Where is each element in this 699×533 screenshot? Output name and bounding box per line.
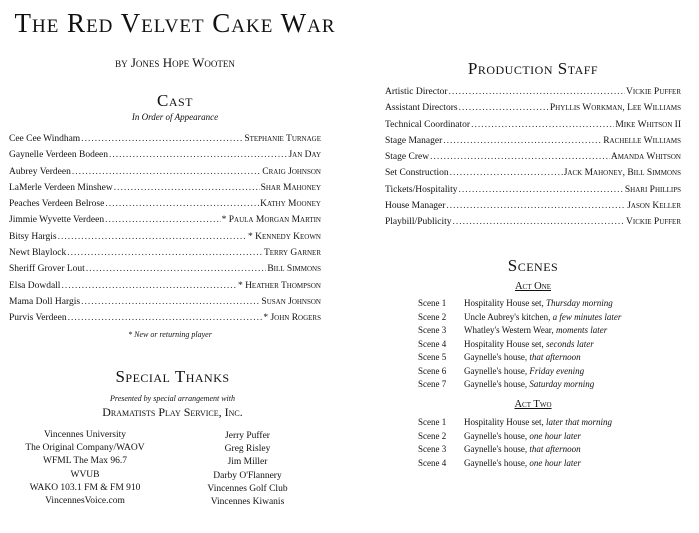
thanks-left-list <box>5 429 165 508</box>
scene-place: Gaynelle's house, <box>464 444 528 454</box>
scene-number: Scene 5 <box>418 352 447 362</box>
cast-row <box>9 212 321 228</box>
scene-number: Scene 6 <box>418 365 447 376</box>
scene-time: moments later <box>555 325 608 335</box>
scene-place: Uncle Aubrey's kitchen, <box>464 311 551 322</box>
cast-actor: Craig Johnson <box>262 166 321 177</box>
cast-actor: Shar Mahoney <box>260 182 321 193</box>
scene-place: Whatley's Western Wear, <box>464 325 554 335</box>
cast-heading: Cast <box>156 91 193 110</box>
scene-number: Scene 3 <box>418 444 447 454</box>
cast-list <box>9 131 321 327</box>
thanks-heading: Special Thanks <box>115 367 230 386</box>
cast-subheading: In Order of Appearance <box>131 112 219 122</box>
cast-actor: * Paula Morgan Martin <box>221 215 321 226</box>
staff-row <box>385 198 681 214</box>
cast-role: Newt Blaylock <box>9 248 67 259</box>
scene-item <box>418 338 688 352</box>
thanks-item: WFML The Max 96.7 <box>43 456 127 467</box>
scene-time: a few minutes later <box>552 311 622 322</box>
cast-row <box>9 164 321 180</box>
scene-item <box>418 457 688 471</box>
cast-row <box>9 180 321 196</box>
scene-time: later that morning <box>546 417 613 427</box>
scene-number: Scene 1 <box>418 298 447 308</box>
play-title: The Red Velvet Cake War <box>14 8 336 38</box>
scene-place: Hospitality House set, <box>464 417 544 427</box>
thanks-item: WAKO 103.1 FM & FM 910 <box>29 482 141 493</box>
staff-list <box>385 84 681 231</box>
staff-row <box>385 117 681 133</box>
thanks-item: Vincennes Golf Club <box>207 483 288 494</box>
act-one-label: Act One <box>514 281 552 292</box>
scene-time: that afternoon <box>529 352 581 362</box>
cast-note: * New or returning player <box>128 330 212 339</box>
scene-place: Hospitality House set, <box>464 338 544 349</box>
staff-name: Vickie Puffer <box>626 217 681 228</box>
scene-place: Gaynelle's house, <box>464 379 528 389</box>
scene-place: Gaynelle's house, <box>464 365 528 376</box>
scene-number: Scene 1 <box>418 417 447 427</box>
scene-item <box>418 324 688 338</box>
thanks-item: The Original Company/WAOV <box>25 443 145 454</box>
act-two-label: Act Two <box>514 399 552 410</box>
cast-role: Sheriff Grover Lout <box>9 264 85 275</box>
thanks-right-list <box>180 430 315 509</box>
cast-role: Elsa Dowdall <box>9 280 61 291</box>
scene-time: seconds later <box>546 338 594 349</box>
scene-time: one hour later <box>529 457 581 468</box>
scene-item <box>418 351 688 365</box>
cast-row <box>9 229 321 245</box>
cast-role: Mama Doll Hargis <box>9 296 81 307</box>
staff-name: Jack Mahoney, Bill Simmons <box>563 168 681 179</box>
cast-actor: * Heather Thompson <box>237 280 321 291</box>
staff-role: Playbill/Publicity <box>385 217 452 228</box>
cast-actor: Stephanie Turnage <box>244 134 321 144</box>
thanks-item: Vincennes University <box>43 430 126 440</box>
cast-actor: Kathy Mooney <box>260 199 321 210</box>
staff-row <box>385 100 681 116</box>
cast-row <box>9 245 321 261</box>
staff-role: Tickets/Hospitality <box>385 184 458 195</box>
staff-name: Shari Phillips <box>624 184 681 195</box>
cast-actor: * Kennedy Keown <box>248 231 321 242</box>
staff-name: Amanda Whitson <box>610 152 681 163</box>
scene-item <box>418 311 688 325</box>
scene-number: Scene 2 <box>418 311 447 322</box>
thanks-presented: Presented by special arrangement with <box>109 394 235 403</box>
cast-role: Cee Cee Windham <box>9 134 81 144</box>
scene-time: Saturday morning <box>529 379 595 389</box>
cast-row <box>9 196 321 212</box>
staff-name: Rachelle Williams <box>603 135 681 146</box>
staff-row <box>385 84 681 100</box>
act-two-scenes <box>418 416 688 470</box>
cast-role: Gaynelle Verdeen Bodeen <box>9 150 109 161</box>
thanks-item: Jerry Puffer <box>225 431 270 441</box>
cast-row <box>9 310 321 326</box>
scene-item <box>418 378 688 392</box>
scene-number: Scene 7 <box>418 379 447 389</box>
staff-row <box>385 149 681 165</box>
scenes-heading: Scenes <box>507 256 559 275</box>
scene-item <box>418 297 688 311</box>
scene-number: Scene 4 <box>418 457 447 468</box>
cast-role: Purvis Verdeen <box>9 313 67 324</box>
scene-time: one hour later <box>529 430 581 441</box>
staff-role: Artistic Director <box>385 87 448 97</box>
staff-row <box>385 214 681 230</box>
staff-role: House Manager <box>385 201 446 212</box>
staff-role: Stage Crew <box>385 152 430 163</box>
staff-name: Jason Keller <box>627 201 681 212</box>
byline: by Jones Hope Wooten <box>115 55 235 70</box>
cast-row <box>9 131 321 147</box>
act-one-scenes <box>418 297 688 392</box>
scene-place: Gaynelle's house, <box>464 352 528 362</box>
cast-row <box>9 278 321 294</box>
staff-name: Phyllis Workman, Lee Williams <box>549 103 681 114</box>
scene-place: Gaynelle's house, <box>464 430 528 441</box>
staff-role: Stage Manager <box>385 135 443 146</box>
staff-role: Assistant Directors <box>385 103 458 114</box>
cast-role: Peaches Verdeen Belrose <box>9 199 105 210</box>
cast-actor: Terry Garner <box>263 248 321 259</box>
staff-row <box>385 182 681 198</box>
staff-name: Mike Whitson II <box>615 119 681 130</box>
thanks-item: Vincennes Kiwanis <box>210 497 285 508</box>
scene-item <box>418 443 688 457</box>
scene-time: Thursday morning <box>546 298 613 308</box>
scene-time: Friday evening <box>529 365 585 376</box>
cast-role: LaMerle Verdeen Minshew <box>9 182 113 193</box>
scene-place: Gaynelle's house, <box>464 457 528 468</box>
staff-heading: Production Staff <box>467 59 599 78</box>
scene-item <box>418 416 688 430</box>
staff-row <box>385 165 681 181</box>
thanks-item: WVUB <box>70 469 100 480</box>
cast-row <box>9 261 321 277</box>
cast-row <box>9 147 321 163</box>
cast-row <box>9 294 321 310</box>
scene-number: Scene 3 <box>418 325 447 335</box>
scene-number: Scene 4 <box>418 338 447 349</box>
staff-row <box>385 133 681 149</box>
thanks-item: VincennesVoice.com <box>45 496 125 507</box>
cast-actor: * John Rogers <box>263 313 321 324</box>
scene-time: that afternoon <box>529 444 581 454</box>
scene-place: Hospitality House set, <box>464 298 544 308</box>
cast-actor: Jan Day <box>288 150 321 161</box>
thanks-publisher: Dramatists Play Service, Inc. <box>102 405 243 419</box>
thanks-item: Greg Risley <box>224 444 271 455</box>
staff-role: Technical Coordinator <box>385 119 471 130</box>
cast-role: Bitsy Hargis <box>9 231 57 242</box>
cast-actor: Susan Johnson <box>261 296 321 307</box>
thanks-item: Jim Miller <box>227 457 268 468</box>
staff-role: Set Construction <box>385 168 449 179</box>
cast-role: Jimmie Wyvette Verdeen <box>9 215 105 226</box>
staff-name: Vickie Puffer <box>626 87 681 97</box>
thanks-item: Darby O'Flannery <box>213 470 282 481</box>
scene-item <box>418 365 688 379</box>
cast-actor: Bill Simmons <box>267 264 321 275</box>
scene-item <box>418 430 688 444</box>
cast-role: Aubrey Verdeen <box>9 166 71 177</box>
scene-number: Scene 2 <box>418 430 447 441</box>
